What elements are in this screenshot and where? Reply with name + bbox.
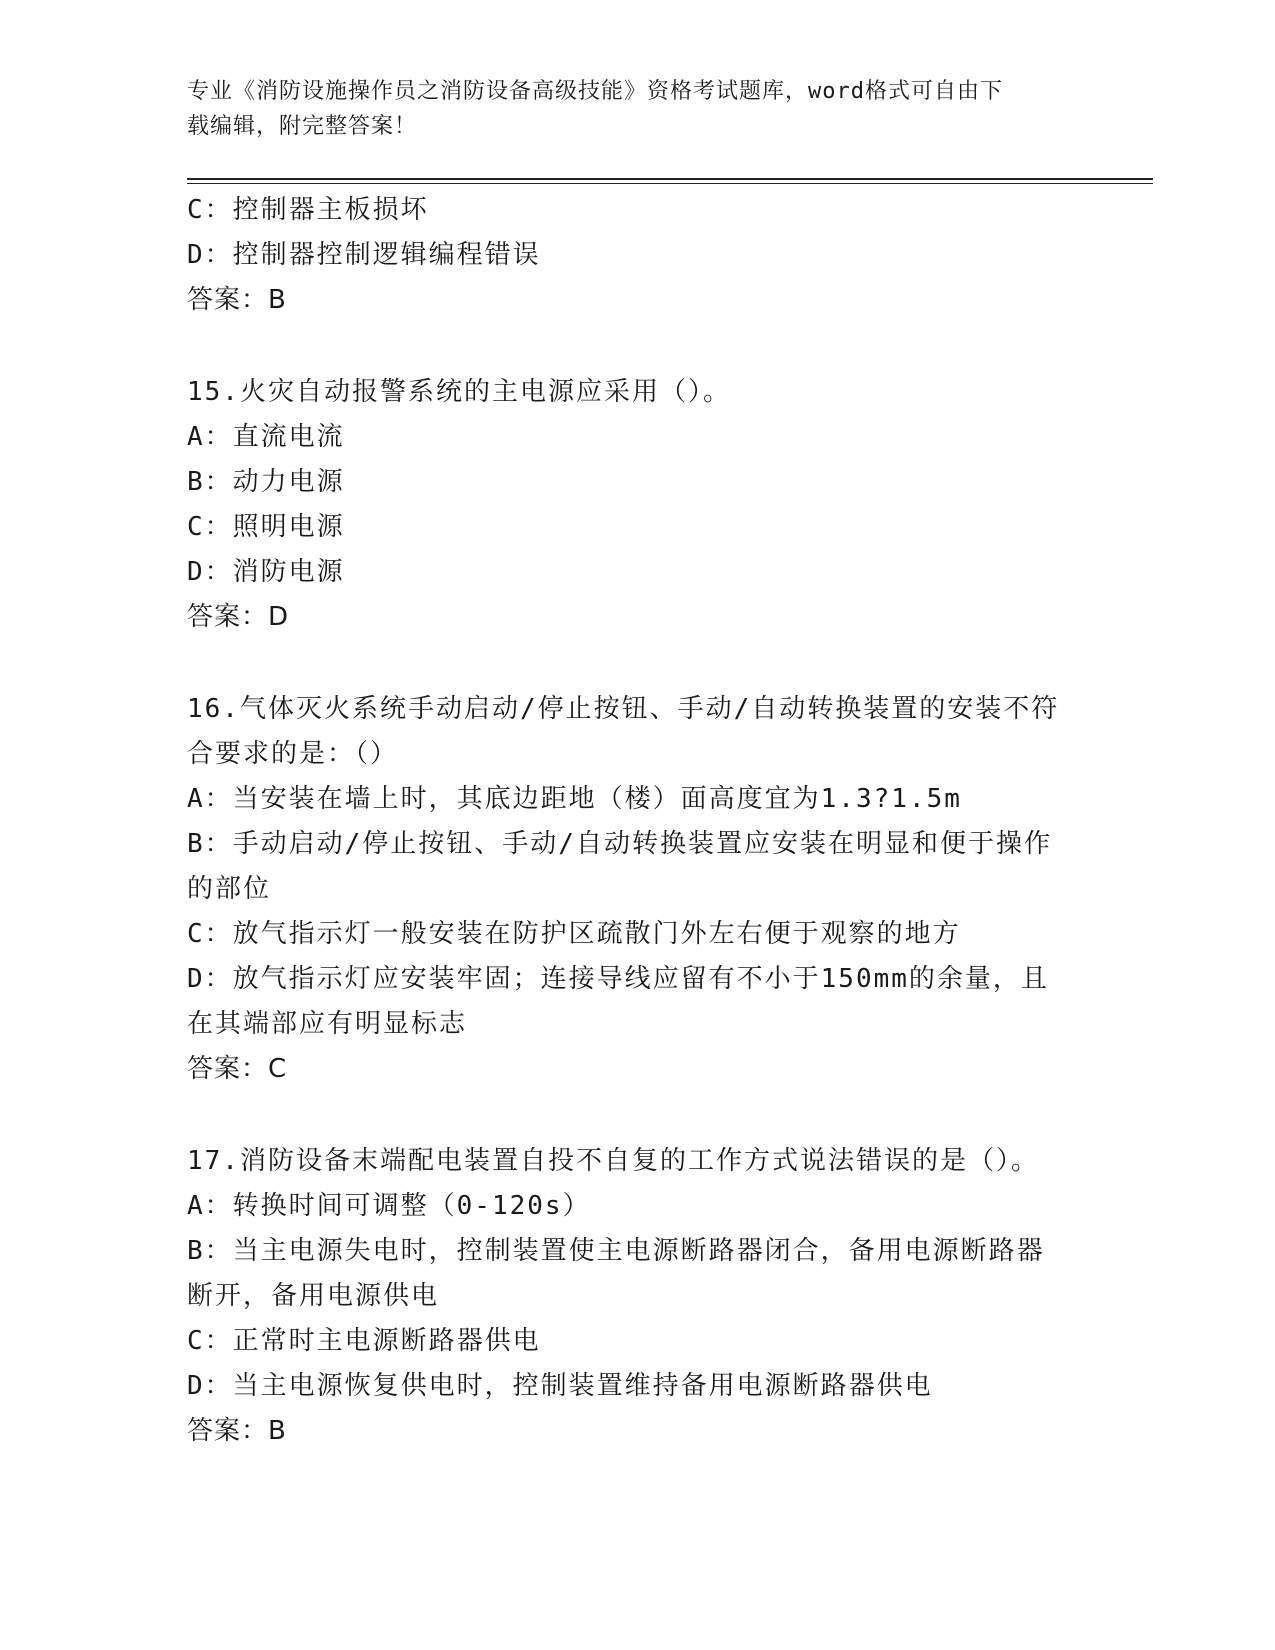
option-b: B：当主电源失电时，控制装置使主电源断路器闭合，备用电源断路器 bbox=[187, 1236, 1045, 1266]
option-d-continued: 在其端部应有明显标志 bbox=[187, 1009, 468, 1039]
answer-line: 答案：D bbox=[187, 602, 290, 632]
option-d: D：控制器控制逻辑编程错误 bbox=[187, 240, 541, 270]
answer-line: 答案：B bbox=[187, 285, 287, 315]
question-stem: 17.消防设备末端配电装置自投不自复的工作方式说法错误的是（）。 bbox=[187, 1146, 1039, 1176]
header-rule-thin bbox=[187, 183, 1153, 184]
question-stem: 16.气体灭火系统手动启动/停止按钮、手动/自动转换装置的安装不符 bbox=[187, 694, 1060, 724]
question-stem-continued: 合要求的是：（） bbox=[187, 739, 399, 769]
document-header bbox=[187, 74, 1067, 144]
question-16 bbox=[187, 687, 1087, 1092]
option-a: A：当安装在墙上时，其底边距地（楼）面高度宜为1.3?1.5m bbox=[187, 784, 962, 814]
option-b: B：动力电源 bbox=[187, 467, 345, 497]
option-c: C：放气指示灯一般安装在防护区疏散门外左右便于观察的地方 bbox=[187, 919, 961, 949]
header-line-2: 载编辑，附完整答案！ bbox=[187, 114, 418, 139]
option-c: C：照明电源 bbox=[187, 512, 345, 542]
question-17 bbox=[187, 1139, 1087, 1454]
answer-line: 答案：B bbox=[187, 1416, 287, 1446]
option-b-continued: 的部位 bbox=[187, 874, 272, 904]
question-spacer bbox=[187, 323, 1087, 370]
option-d: D：放气指示灯应安装牢固；连接导线应留有不小于150mm的余量，且 bbox=[187, 964, 1049, 994]
question-14-continued bbox=[187, 188, 1087, 323]
option-b: B：手动启动/停止按钮、手动/自动转换装置应安装在明显和便于操作 bbox=[187, 829, 1052, 859]
question-stem: 15.火灾自动报警系统的主电源应采用（）。 bbox=[187, 377, 731, 407]
option-a: A：转换时间可调整（0-120s） bbox=[187, 1191, 591, 1221]
option-d: D：当主电源恢复供电时，控制装置维持备用电源断路器供电 bbox=[187, 1371, 933, 1401]
header-line-1: 专业《消防设施操作员之消防设备高级技能》资格考试题库，word格式可自由下 bbox=[187, 79, 1003, 104]
option-c: C：正常时主电源断路器供电 bbox=[187, 1326, 541, 1356]
question-15 bbox=[187, 370, 1087, 640]
question-spacer bbox=[187, 640, 1087, 687]
option-a: A：直流电流 bbox=[187, 422, 345, 452]
option-c: C：控制器主板损坏 bbox=[187, 195, 429, 225]
option-b-continued: 断开，备用电源供电 bbox=[187, 1281, 440, 1311]
question-spacer bbox=[187, 1092, 1087, 1139]
question-content bbox=[187, 188, 1087, 1454]
header-rule-thick bbox=[187, 178, 1153, 180]
answer-line: 答案：C bbox=[187, 1054, 288, 1084]
option-d: D：消防电源 bbox=[187, 557, 345, 587]
